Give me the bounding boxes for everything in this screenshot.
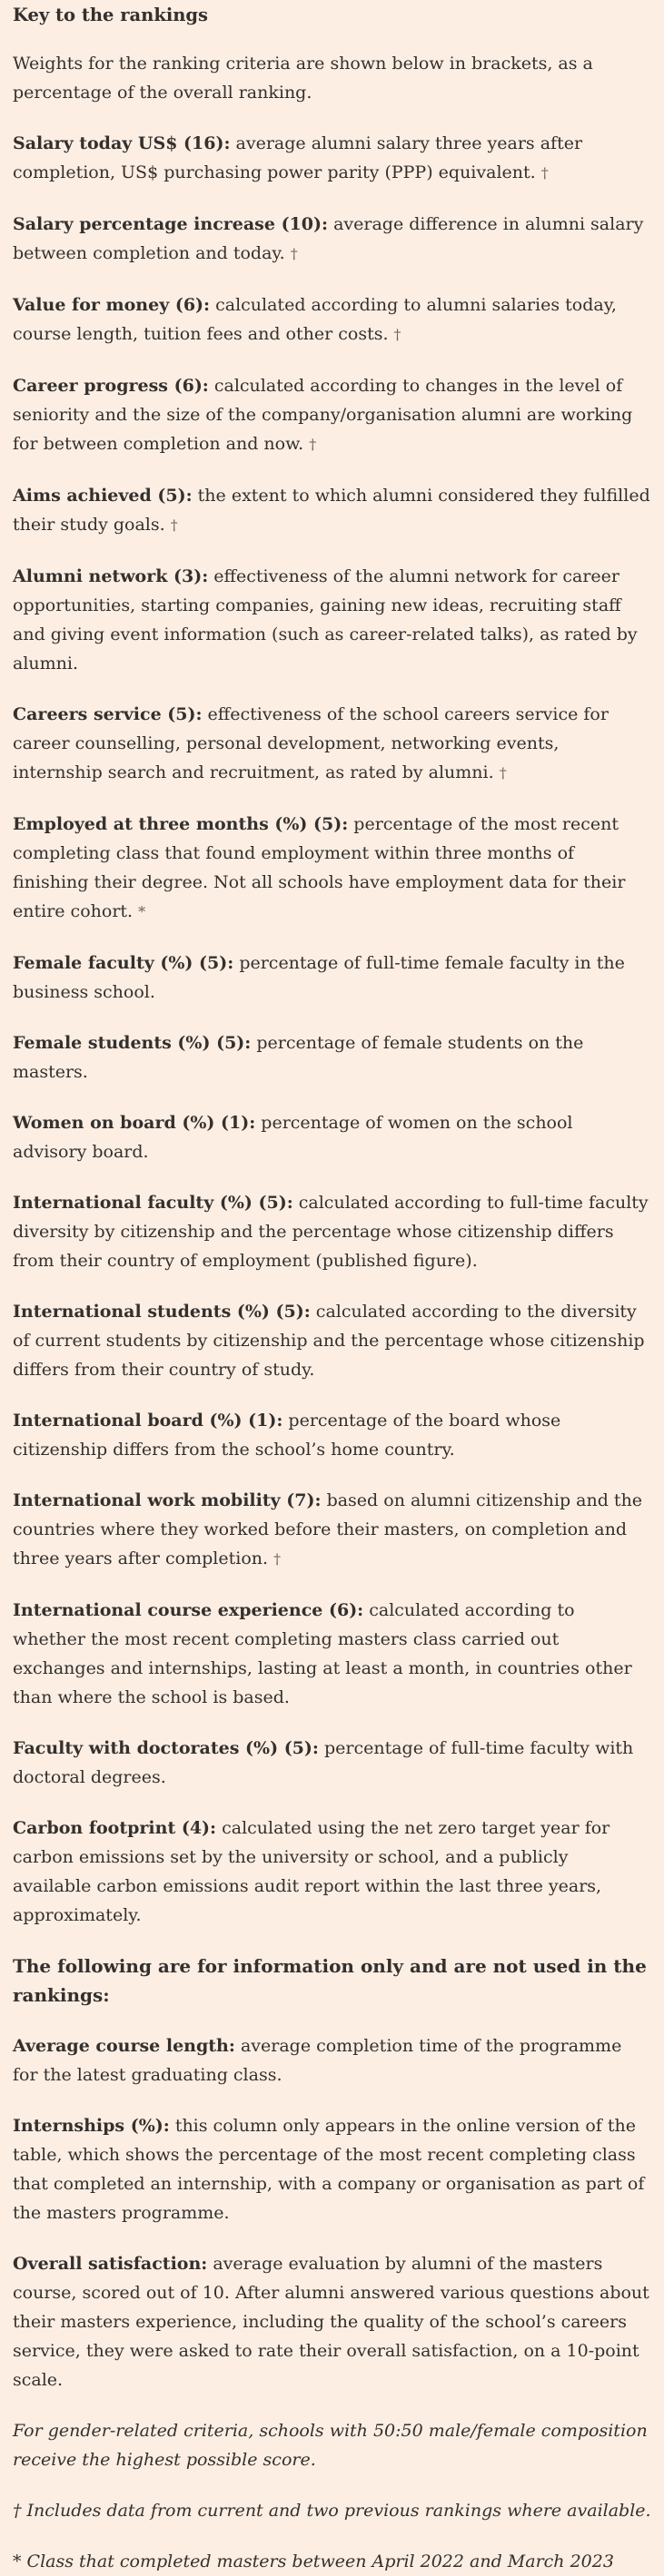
criterion-definition: based on alumni citizenship and the countries where they worked before their masters, on completion and three years after completion. bbox=[13, 1490, 643, 1568]
criterion-international-students bbox=[13, 1297, 651, 1384]
footnote: For gender-related criteria, schools with 50:50 male/female composition receive the highest possible score. bbox=[13, 2421, 648, 2470]
info-term: Average course length: bbox=[13, 2036, 235, 2056]
criterion-term: Salary percentage increase (10): bbox=[13, 214, 329, 234]
criterion-term: Carbon footprint (4): bbox=[13, 1818, 217, 1838]
criterion-term: Alumni network (3): bbox=[13, 566, 209, 586]
info-term: Overall satisfaction: bbox=[13, 2254, 208, 2274]
footnote: * Class that completed masters between April 2022 and March 2023 bbox=[13, 2551, 614, 2571]
criterion-definition: calculated according to the diversity of current students by citizenship and the percentage whose citizenship differs from their country of study. bbox=[13, 1302, 645, 1380]
criterion-term: Female students (%) (5): bbox=[13, 1033, 252, 1053]
criterion-definition: effectiveness of the alumni network for career opportunities, starting companies, gaining new ideas, recruiting staff and giving event information (such as career-related talks), as rated by alumni. bbox=[13, 566, 638, 673]
criteria-list bbox=[13, 129, 651, 1930]
criterion-term: International work mobility (7): bbox=[13, 1490, 322, 1510]
dagger-footnote-mark: † bbox=[170, 516, 178, 534]
criterion-term: Value for money (6): bbox=[13, 295, 211, 315]
info-definition: average completion time of the programme for the latest graduating class. bbox=[13, 2036, 622, 2085]
info-term: Internships (%): bbox=[13, 2116, 170, 2136]
criterion-female-faculty bbox=[13, 949, 651, 1007]
criterion-term: International faculty (%) (5): bbox=[13, 1193, 293, 1213]
criterion-term: International course experience (6): bbox=[13, 1600, 364, 1620]
criterion-definition: calculated according to whether the most recent completing masters class carried out exchanges and internships, lasting at least a month, in countries other than where the school is based. bbox=[13, 1600, 632, 1707]
criterion-definition: calculated according to alumni salaries today, course length, tuition fees and other costs. bbox=[13, 295, 617, 344]
criterion-value-for-money bbox=[13, 290, 651, 349]
criterion-term: Salary today US$ (16): bbox=[13, 133, 231, 153]
criterion-career-progress bbox=[13, 371, 651, 459]
criterion-definition: average alumni salary three years after completion, US$ purchasing power parity (PPP) equivalent. bbox=[13, 133, 583, 182]
criterion-definition: the extent to which alumni considered they fulfilled their study goals. bbox=[13, 486, 650, 535]
criterion-international-faculty bbox=[13, 1188, 651, 1275]
info-definition: average evaluation by alumni of the masters course, scored out of 10. After alumni answered various questions about their masters experience, including the quality of the school’s careers service, they were asked to rate their overall satisfaction, on a 10-point scale. bbox=[13, 2254, 649, 2390]
criterion-term: Faculty with doctorates (%) (5): bbox=[13, 1738, 319, 1758]
criterion-term: Aims achieved (5): bbox=[13, 486, 193, 506]
criterion-international-board bbox=[13, 1406, 651, 1464]
dagger-footnote-mark: † bbox=[290, 245, 298, 262]
info-item-internships bbox=[13, 2111, 651, 2227]
info-definition: this column only appears in the online version of the table, which shows the percentage of the most recent completing class that completed an internship, with a company or organisation as part of the masters programme. bbox=[13, 2116, 645, 2223]
criterion-definition: percentage of the board whose citizenship differs from the school’s home country. bbox=[13, 1411, 561, 1460]
criterion-carbon-footprint bbox=[13, 1814, 651, 1930]
asterisk-footnote-mark: * bbox=[138, 903, 146, 920]
info-only-list bbox=[13, 2031, 651, 2394]
criterion-definition: percentage of full-time faculty with doctoral degrees. bbox=[13, 1738, 634, 1787]
intro-paragraph: Weights for the ranking criteria are shown below in brackets, as a percentage of the overall ranking. bbox=[13, 54, 593, 103]
criterion-definition: percentage of women on the school advisory board. bbox=[13, 1113, 573, 1162]
criterion-female-students bbox=[13, 1028, 651, 1086]
criterion-women-on-board bbox=[13, 1108, 651, 1166]
criterion-term: Careers service (5): bbox=[13, 704, 203, 724]
dagger-footnote-mark: † bbox=[540, 164, 549, 182]
footnotes bbox=[13, 2416, 651, 2576]
page-title: Key to the rankings bbox=[13, 5, 209, 25]
criterion-definition: calculated according to full-time faculty diversity by citizenship and the percentage whose citizenship differs from their country of employment (published figure). bbox=[13, 1193, 649, 1271]
criterion-definition: calculated according to changes in the level of seniority and the size of the company/organisation alumni are working for between completion and now. bbox=[13, 376, 633, 454]
dagger-footnote-mark: † bbox=[499, 764, 507, 782]
criterion-term: International students (%) (5): bbox=[13, 1302, 311, 1322]
info-item-average-course-length bbox=[13, 2031, 651, 2089]
dagger-footnote-mark: † bbox=[273, 1550, 282, 1568]
criterion-alumni-network bbox=[13, 562, 651, 678]
criterion-term: International board (%) (1): bbox=[13, 1411, 283, 1431]
criterion-term: Employed at three months (%) (5): bbox=[13, 814, 349, 834]
criterion-faculty-with-doctorates bbox=[13, 1734, 651, 1792]
criterion-salary-percentage-increase bbox=[13, 210, 651, 269]
criterion-international-course-experience bbox=[13, 1596, 651, 1712]
dagger-footnote-mark: † bbox=[393, 326, 401, 343]
criterion-term: Career progress (6): bbox=[13, 376, 209, 396]
criterion-term: Female faculty (%) (5): bbox=[13, 953, 234, 973]
criterion-definition: percentage of full-time female faculty in the business school. bbox=[13, 953, 625, 1002]
dagger-footnote-mark: † bbox=[309, 436, 317, 453]
criterion-employed-at-three-months bbox=[13, 810, 651, 927]
criterion-term: Women on board (%) (1): bbox=[13, 1113, 256, 1133]
criterion-definition: effectiveness of the school careers service for career counselling, personal development, networking events, internship search and recruitment, as rated by alumni. bbox=[13, 704, 609, 782]
info-only-heading: The following are for information only and are not used in the rankings: bbox=[13, 1955, 647, 2006]
footnote: † Includes data from current and two previous rankings where available. bbox=[13, 2501, 651, 2521]
criterion-salary-today-us bbox=[13, 129, 651, 188]
criterion-definition: calculated using the net zero target year for carbon emissions set by the university or school, and a publicly available carbon emissions audit report within the last three years, approximately. bbox=[13, 1818, 610, 1925]
info-item-overall-satisfaction bbox=[13, 2249, 651, 2394]
criterion-international-work-mobility bbox=[13, 1486, 651, 1574]
criterion-definition: percentage of the most recent completing class that found employment within three months of finishing their degree. Not all schools have employment data for their entire cohort. bbox=[13, 814, 626, 921]
criterion-definition: average difference in alumni salary between completion and today. bbox=[13, 214, 644, 263]
criterion-aims-achieved bbox=[13, 481, 651, 540]
criterion-careers-service bbox=[13, 700, 651, 788]
criterion-definition: percentage of female students on the masters. bbox=[13, 1033, 584, 1082]
